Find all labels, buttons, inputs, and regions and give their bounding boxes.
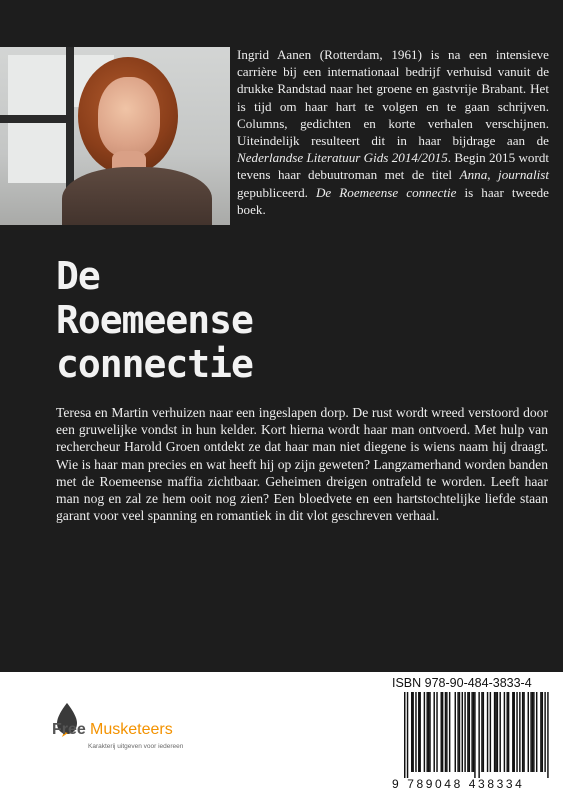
barcode-bar — [533, 692, 534, 772]
barcode-bar — [542, 692, 543, 772]
barcode-bar — [540, 692, 541, 772]
barcode-bar — [449, 692, 450, 772]
barcode-bar — [490, 692, 491, 772]
bio-text: is haar tweede boek. — [237, 184, 549, 217]
barcode-digits: 9 789048 438334 — [392, 777, 525, 791]
barcode-bar — [474, 692, 475, 778]
barcode-bar — [442, 692, 443, 772]
barcode-bar — [441, 692, 442, 772]
barcode-bar — [407, 692, 408, 778]
barcode-bar — [512, 692, 513, 772]
barcode-bar — [481, 692, 482, 772]
bio-text: . Begin 2015 wordt tevens haar debuutroman met de titel — [237, 150, 550, 183]
title-line-1: De — [56, 254, 100, 298]
title-line-2: Roemeense — [56, 298, 253, 342]
barcode-bar — [445, 692, 446, 772]
barcode-bar — [436, 692, 437, 772]
barcode-bar — [487, 692, 488, 772]
barcode-bar — [508, 692, 509, 772]
barcode-bar — [473, 692, 474, 772]
barcode-bar — [412, 692, 413, 772]
barcode-bar — [428, 692, 429, 772]
barcode-bar — [528, 692, 529, 772]
barcode-bar — [415, 692, 416, 772]
title-line-3: connectie — [56, 342, 253, 386]
barcode-bar — [424, 692, 425, 772]
barcode-bar — [455, 692, 456, 772]
publisher-tagline: Karakterij uitgeven voor iedereen — [88, 743, 184, 750]
isbn-barcode — [404, 692, 550, 778]
barcode-bar — [467, 692, 468, 772]
barcode-bar — [523, 692, 524, 772]
barcode-bar — [497, 692, 498, 772]
barcode-bar — [429, 692, 430, 772]
barcode-bar — [418, 692, 419, 772]
barcode-bar — [504, 692, 505, 772]
barcode-bar — [522, 692, 523, 772]
barcode-bar — [459, 692, 460, 772]
barcode-bar — [516, 692, 517, 772]
barcode-bar — [514, 692, 515, 772]
barcode-bar — [471, 692, 472, 772]
barcode-bar — [495, 692, 496, 772]
bio-italic-title: De Roemeense connectie — [315, 184, 457, 200]
barcode-bar — [530, 692, 531, 772]
barcode-bar — [446, 692, 447, 772]
barcode-bar — [469, 692, 470, 772]
book-blurb: Teresa en Martin verhuizen naar een ingeslapen dorp. De rust wordt wreed verstoord door een gruwelijke vondst in hun kelder. Kort hierna wordt haar man ontvoerd. Met hulp van rechercheur Harold Groen ontdekt ze dat haar man niet diegene is wiens naam hij draagt. Wie is haar man precies en wat heeft hij op zijn geweten? Langzamerhand worden banden met de Roemeense maffia zichtbaar. Geheimen dreigen ontrafeld te worden. Leeft haar man nog en zal ze hem ooit nog zien? Een bloedvete en een hartstochtelijke liefde staan garant voor veel spanning en romantiek in dit vlot geschreven verhaal. — [56, 405, 548, 524]
publisher-free: Free — [52, 721, 86, 738]
bio-italic-title: Anna, journalist — [459, 167, 549, 183]
barcode-bar — [404, 692, 405, 778]
publisher-logo — [52, 697, 232, 757]
barcode-bar — [532, 692, 533, 772]
barcode-bar — [457, 692, 458, 772]
author-biography — [237, 46, 549, 218]
author-photo — [0, 47, 230, 225]
barcode-bar — [426, 692, 427, 772]
barcode-bar — [536, 692, 537, 772]
barcode-bar — [499, 692, 500, 772]
barcode-bar — [544, 692, 545, 772]
barcode-bar — [464, 692, 465, 772]
isbn-label: ISBN 978-90-484-3833-4 — [392, 676, 532, 690]
barcode-bar — [506, 692, 507, 772]
barcode-bar — [519, 692, 520, 772]
barcode-bar — [494, 692, 495, 772]
barcode-bar — [478, 692, 479, 778]
bio-text: gepubliceerd. — [237, 184, 316, 200]
publisher-musketeers: Musketeers — [90, 721, 173, 738]
book-title — [56, 254, 253, 386]
bio-italic-title: Nederlandse Literatuur Gids 2014/2015 — [237, 150, 448, 166]
barcode-bar — [433, 692, 434, 772]
barcode-bar — [462, 692, 463, 772]
bio-text: Ingrid Aanen (Rotterdam, 1961) is na een intensieve carrière bij een internationaal bedrijf verhuisd vanuit de drukke Randstad naar het groene en gastvrije Brabant. Het is tijd om haar hart te volgen en te gaan schrijven. Columns, gedichten en korte verhalen verschijnen. Uiteindelijk resulteert dit in haar bijdrage aan de — [237, 47, 549, 149]
barcode-bar — [547, 692, 548, 778]
barcode-bar — [483, 692, 484, 772]
barcode-bar — [419, 692, 420, 772]
barcode-bar — [411, 692, 412, 772]
